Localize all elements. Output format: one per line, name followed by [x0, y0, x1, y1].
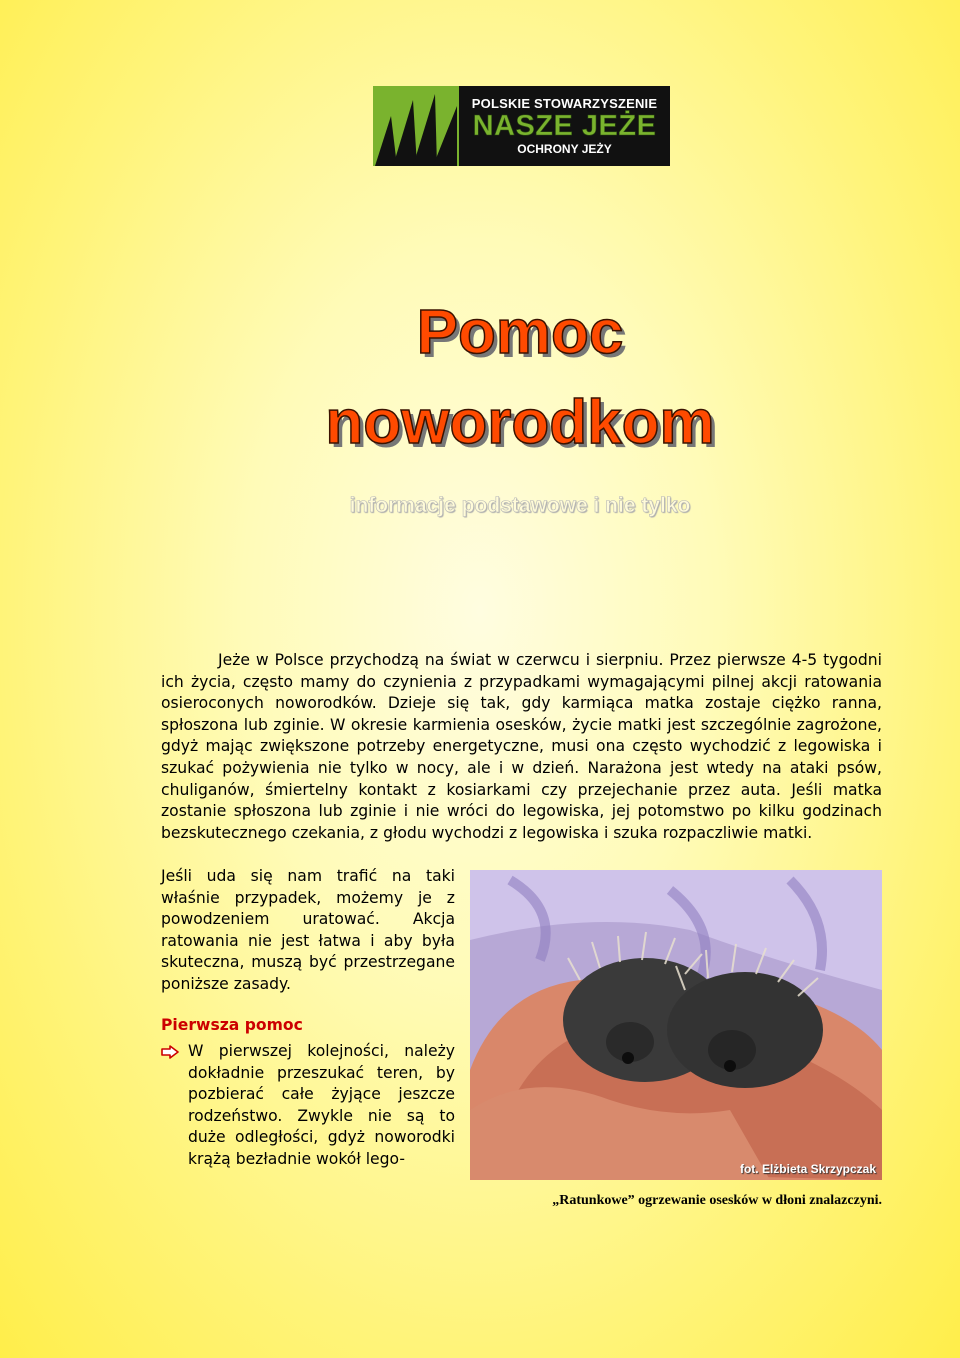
hedgehogs-in-hand-photo — [470, 870, 882, 1180]
bullet-paragraph: W pierwszej kolejności, należy dokładnie przeszukać teren, by pozbierać całe żyjące jeszcze rodzeństwo. Zwykle nie są to duże odległości, gdyż noworodki krążą bezładnie wokół lego- — [188, 1042, 455, 1168]
page-subtitle: informacje podstawowe i nie tylko — [349, 494, 691, 517]
logo-text — [459, 86, 670, 166]
section-heading: Pierwsza pomoc — [161, 1016, 303, 1034]
column-paragraph: Jeśli uda się nam trafić na taki właśnie przypadek, możemy je z powodzeniem uratować. Akcja ratowania nie jest łatwa i aby była skuteczna, muszą być przestrzegane poniższe zasady. — [161, 867, 455, 993]
logo-line-1: POLSKIE STOWARZYSZENIE — [471, 96, 658, 111]
arrow-right-icon — [161, 1044, 179, 1058]
organization-logo — [373, 86, 670, 166]
page-title-line-2: noworodkom — [325, 388, 715, 457]
intro-paragraph: Jeże w Polsce przychodzą na świat w czerwcu i sierpniu. Przez pierwsze 4-5 tygodni ich życia, często mamy do czynienia z przypadkami wymagającymi pilnej akcji ratowania osieroconych noworodków. Dzieje się tak, gdy karmiąca matka zostaje ciężko ranna, spłoszona lub zginie. W okresie karmienia osesków, życie matki jest szczególnie zagrożone, gdyż mając zwiększone potrzeby energetyczne, musi ona często wychodzić z legowiska i szukać pożywienia nie tylko w nocy, ale i w dzień. Narażona jest wtedy na ataki psów, chuliganów, śmiertelny kontakt z kosiarkami czy przejechanie przez auta. Jeśli matka zostanie spłoszona lub zginie i nie wróci do legowiska, jej potomstwo po kilku godzinach bezskutecznego czekania, z głodu wychodzi z legowiska i szuka rozpaczliwie matki. — [161, 651, 882, 842]
photo-credit: fot. Elżbieta Skrzypczak — [739, 1162, 876, 1176]
grass-blades-icon — [373, 86, 459, 166]
page-title-line-1: Pomoc — [416, 298, 624, 367]
photo-caption: „Ratunkowe” ogrzewanie osesków w dłoni znalazczyni. — [552, 1193, 882, 1208]
logo-line-3: OCHRONY JEŻY — [517, 142, 612, 156]
logo-line-2: NASZE JEŻE — [472, 110, 657, 142]
